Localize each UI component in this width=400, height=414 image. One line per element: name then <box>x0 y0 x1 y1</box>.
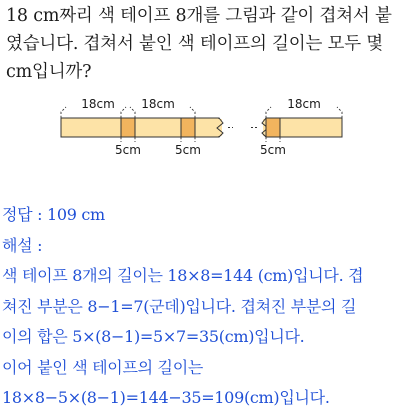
question-line-3: cm입니까? <box>6 62 92 82</box>
overlap-label-1: 5cm <box>115 143 141 157</box>
explanation-heading: 해설 : <box>2 235 43 255</box>
question-text <box>6 2 398 86</box>
overlap-label-2: 5cm <box>175 143 201 157</box>
explanation-line-3: 이의 합은 5×(8−1)=5×7=35(cm)입니다. <box>2 327 305 346</box>
length-label-2: 18cm <box>141 97 175 111</box>
explanation-line-1: 색 테이프 8개의 길이는 18×8=144 (cm)입니다. 겹 <box>2 266 364 285</box>
length-label-1: 18cm <box>81 97 115 111</box>
overlap-3 <box>266 118 280 137</box>
overlap-1 <box>121 118 135 137</box>
overlap-brackets <box>121 137 280 142</box>
question-line-1: 18 cm짜리 색 테이프 8개를 그림과 같이 겹쳐서 붙 <box>6 6 392 26</box>
answer-section <box>2 200 398 414</box>
explanation-line-5: 18×8−5×(8−1)=144−35=109(cm)입니다. <box>2 388 330 407</box>
explanation-line-4: 이어 붙인 색 테이프의 길이는 <box>2 357 204 377</box>
question-line-2: 였습니다. 겹쳐서 붙인 색 테이프의 길이는 모두 몇 <box>6 34 384 54</box>
overlap-2 <box>181 118 195 137</box>
tape-strip <box>61 118 342 137</box>
tape-diagram <box>0 94 400 164</box>
answer-line: 정답 : 109 cm <box>2 205 105 224</box>
explanation-line-2: 쳐진 부분은 8−1=7(군데)입니다. 겹쳐진 부분의 길 <box>2 296 357 316</box>
length-label-3: 18cm <box>287 97 321 111</box>
overlap-label-3: 5cm <box>260 143 286 157</box>
